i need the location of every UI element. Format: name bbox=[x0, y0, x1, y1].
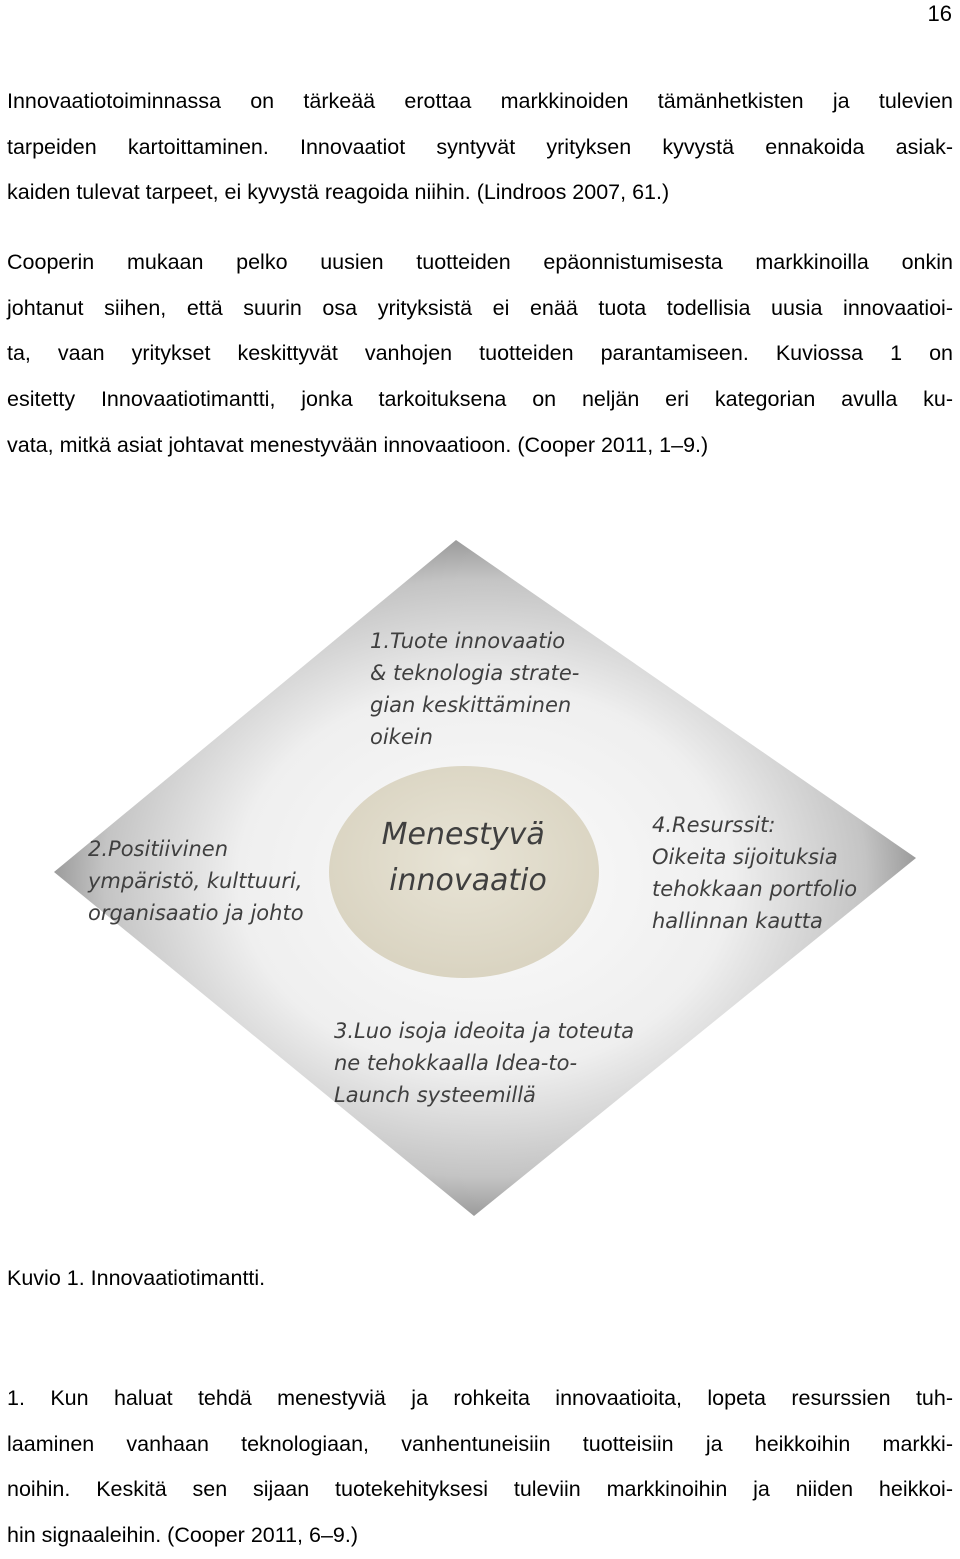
page-number: 16 bbox=[927, 1, 952, 26]
paragraph-line: vata, mitkä asiat johtavat menestyvään innovaatioon. (Cooper 2011, 1–9.) bbox=[7, 432, 709, 457]
paragraph-line: ta, vaan yritykset keskittyvät vanhojen tuotteiden parantamiseen. Kuviossa 1 on bbox=[7, 341, 953, 366]
right-category-label: 4.Resurssit: Oikeita sijoituksia tehokkaan portfolio hallinnan kautta bbox=[652, 813, 858, 933]
paragraph-line: noihin. Keskitä sen sijaan tuotekehityksesi tuleviin markkinoihin ja niiden heikkoi- bbox=[7, 1477, 953, 1502]
paragraph-point-1 bbox=[7, 1376, 953, 1559]
left-category-label: 2.Positiivinen ympäristö, kulttuuri, organisaatio ja johto bbox=[88, 837, 304, 925]
paragraph-line: esitetty Innovaatiotimantti, jonka tarkoituksena on neljän eri kategorian avulla ku- bbox=[7, 387, 953, 412]
paragraph-line: hin signaaleihin. (Cooper 2011, 6–9.) bbox=[7, 1523, 359, 1548]
center-label: Menestyvä innovaatio bbox=[381, 817, 547, 898]
paragraph-cooper bbox=[7, 240, 953, 469]
innovation-diamond-svg bbox=[50, 538, 920, 1218]
paragraph-line: johtanut siihen, että suurin osa yrityksistä ei enää tuota todellisia uusia innovaatioi- bbox=[7, 295, 953, 320]
paragraph-line: Innovaatiotoiminnassa on tärkeää erottaa markkinoiden tämänhetkisten ja tulevien bbox=[7, 89, 953, 113]
paragraph-line: laaminen vanhaan teknologiaan, vanhentuneisiin tuotteisiin ja heikkoihin markki- bbox=[7, 1431, 953, 1456]
paragraph-line: kaiden tulevat tarpeet, ei kyvystä reagoida niihin. (Lindroos 2007, 61.) bbox=[7, 180, 670, 205]
paragraph-line: tarpeiden kartoittaminen. Innovaatiot syntyvät yrityksen kyvystä ennakoida asiak- bbox=[7, 134, 953, 159]
top-category-label: 1.Tuote innovaatio & teknologia strate- gian keskittäminen oikein bbox=[370, 629, 580, 749]
bottom-category-label: 3.Luo isoja ideoita ja toteuta ne tehokkaalla Idea-to- Launch systeemillä bbox=[334, 1019, 635, 1107]
paragraph-line: 1. Kun haluat tehdä menestyviä ja rohkeita innovaatioita, lopeta resurssien tuh- bbox=[7, 1386, 953, 1410]
innovation-diamond-figure bbox=[50, 538, 920, 1218]
paragraph-line: Cooperin mukaan pelko uusien tuotteiden epäonnistumisesta markkinoilla onkin bbox=[7, 250, 953, 274]
paragraph-innovation-activity bbox=[7, 79, 953, 216]
figure-caption: Kuvio 1. Innovaatiotimantti. bbox=[7, 1266, 266, 1290]
